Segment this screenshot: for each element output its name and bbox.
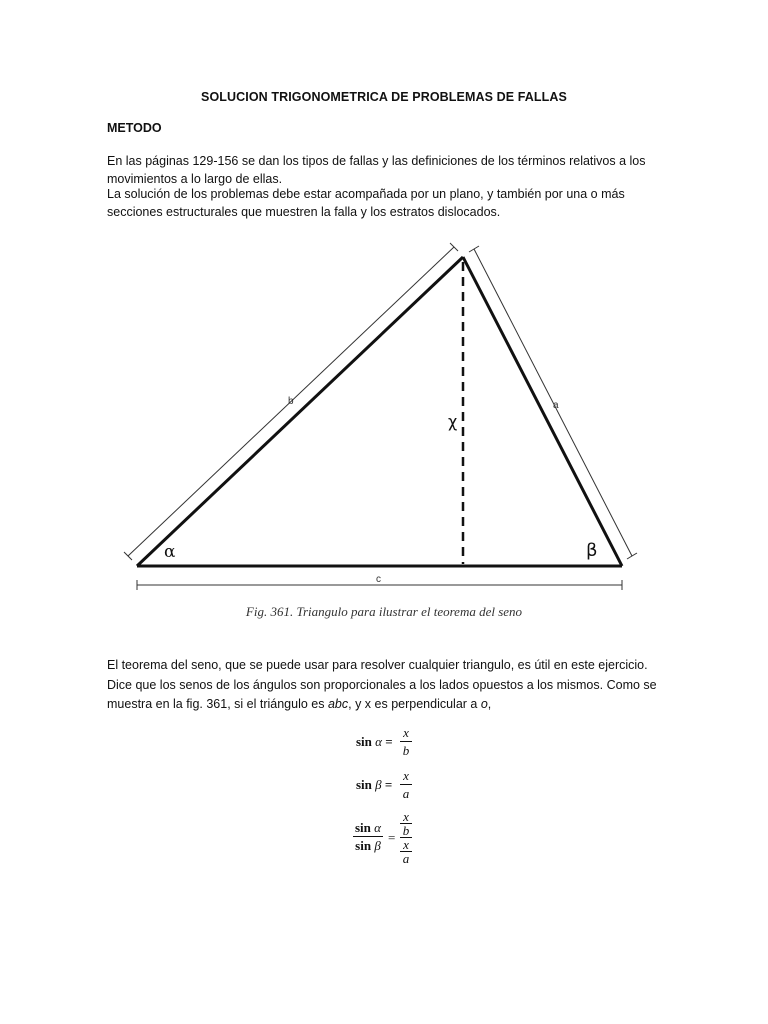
eq3-bottom-var: β xyxy=(374,838,381,853)
figure-caption: Fig. 361. Triangulo para ilustrar el teorema del seno xyxy=(245,604,523,619)
eq1-fraction xyxy=(400,725,412,758)
dimension-a-tick-end xyxy=(627,553,637,559)
eq2-denominator: a xyxy=(402,786,410,801)
paragraph-sine-theorem-text: El teorema del seno, que se puede usar para resolver cualquier triangulo, es útil en este ejercicio. Dice que los senos de los ángulos son proporcionales a los lados opuestos a los mismos. Como se muestra en la fig. 361, si el triángulo es xyxy=(107,658,657,711)
eq2-fn: sin xyxy=(356,777,372,792)
equation-sin-beta xyxy=(0,767,768,803)
eq3-num-num: x xyxy=(403,809,409,824)
paragraph-sine-theorem xyxy=(107,656,667,715)
side-b-line xyxy=(137,257,463,566)
paragraph-intro: En las páginas 129-156 se dan los tipos de fallas y las definiciones de los términos relativos a los movimientos a lo largo de ellas. xyxy=(107,154,646,186)
eq2-fraction xyxy=(400,768,412,801)
eq3-left-numerator xyxy=(353,820,383,835)
document-title: SOLUCION TRIGONOMETRICA DE PROBLEMAS DE FALLAS xyxy=(201,90,567,104)
label-beta: β xyxy=(586,540,598,561)
equation-sin-alpha xyxy=(0,724,768,760)
label-a: a xyxy=(553,400,559,411)
equation-sine-ratio xyxy=(0,810,768,866)
dimension-a-tick-start xyxy=(469,246,479,252)
perpendicular-target: o xyxy=(480,697,488,711)
eq3-left-denominator xyxy=(353,838,383,853)
eq3-num-den: b xyxy=(402,823,410,838)
paragraph-sine-theorem-end: , xyxy=(487,697,492,711)
eq3-left-fraction xyxy=(353,820,383,853)
eq3-top-var: α xyxy=(374,820,381,835)
side-a-line xyxy=(463,257,622,566)
eq1-denominator: b xyxy=(402,743,410,758)
eq1-numerator: x xyxy=(403,725,409,740)
triangle-name: abc xyxy=(327,697,349,711)
eq3-bottom-fn: sin xyxy=(355,838,372,853)
eq3-top-fn: sin xyxy=(355,820,371,835)
eq3-den-den: a xyxy=(402,851,410,866)
paragraph-sine-theorem-mid: , y x es perpendicular a xyxy=(348,697,481,711)
paragraph-solution: La solución de los problemas debe estar acompañada por un plano, y también por una o más secciones estructurales que muestren la falla y los estratos dislocados. xyxy=(107,187,625,219)
label-x: χ xyxy=(448,412,458,431)
label-b: b xyxy=(288,396,294,407)
eq2-numerator: x xyxy=(403,768,409,783)
label-c: c xyxy=(376,574,381,585)
eq3-right-fraction xyxy=(400,810,412,865)
eq3-den-num: x xyxy=(403,837,409,852)
eq1-fn: sin xyxy=(356,734,372,749)
eq3-equals: = xyxy=(388,830,396,845)
section-heading: METODO xyxy=(107,121,162,135)
eq1-equals: = xyxy=(385,734,393,749)
eq2-var: β xyxy=(375,777,382,792)
eq2-equals: = xyxy=(384,777,393,792)
label-alpha: α xyxy=(164,542,176,562)
eq1-var: α xyxy=(375,734,382,749)
